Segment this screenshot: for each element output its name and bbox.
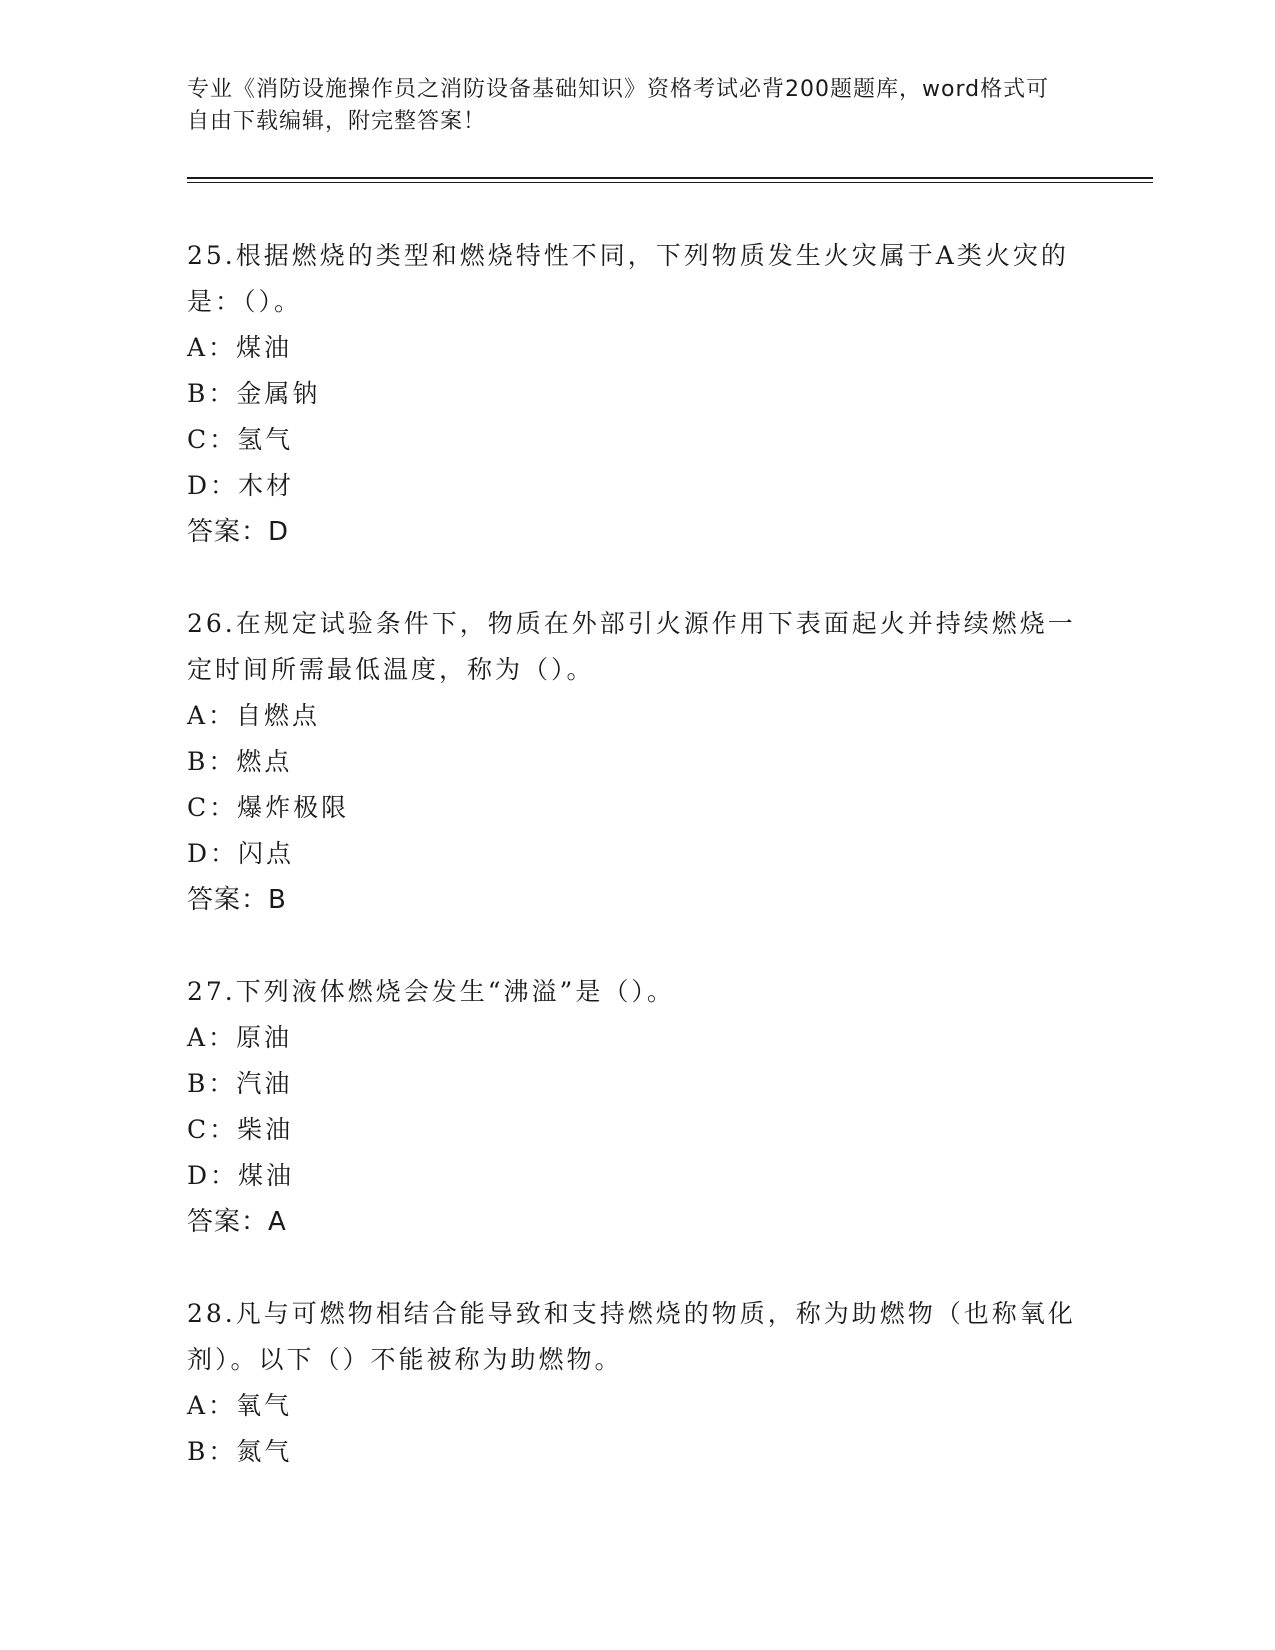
question-stem: 26.在规定试验条件下，物质在外部引火源作用下表面起火并持续燃烧一定时间所需最低温度，称为（）。 — [187, 609, 1076, 684]
question-list — [187, 233, 1087, 1521]
option-d: D：木材 — [187, 471, 295, 500]
question-25 — [187, 233, 1087, 555]
option-d: D：煤油 — [187, 1161, 295, 1190]
option-b: B：汽油 — [187, 1069, 293, 1098]
question-26 — [187, 601, 1087, 923]
option-a: A：氧气 — [187, 1391, 293, 1420]
question-28 — [187, 1291, 1087, 1475]
option-b: B：氮气 — [187, 1437, 293, 1466]
header-divider-thin — [187, 182, 1153, 183]
question-stem: 25.根据燃烧的类型和燃烧特性不同，下列物质发生火灾属于A类火灾的是：（）。 — [187, 241, 1069, 316]
option-a: A：煤油 — [187, 333, 293, 362]
option-b: B：燃点 — [187, 747, 293, 776]
option-a: A：自燃点 — [187, 701, 321, 730]
header-divider-thick — [187, 177, 1153, 179]
answer-line: 答案：A — [187, 1207, 287, 1237]
option-c: C：爆炸极限 — [187, 793, 350, 822]
option-c: C：柴油 — [187, 1115, 294, 1144]
answer-line: 答案：D — [187, 517, 290, 547]
option-c: C：氢气 — [187, 425, 294, 454]
question-27 — [187, 969, 1087, 1245]
question-stem: 27.下列液体燃烧会发生“沸溢”是（）。 — [187, 977, 675, 1006]
option-d: D：闪点 — [187, 839, 295, 868]
answer-line: 答案：B — [187, 885, 287, 915]
option-a: A：原油 — [187, 1023, 293, 1052]
document-intro: 专业《消防设施操作员之消防设备基础知识》资格考试必背200题题库，word格式可自由下载编辑，附完整答案！ — [187, 77, 1050, 134]
option-b: B：金属钠 — [187, 379, 321, 408]
question-stem: 28.凡与可燃物相结合能导致和支持燃烧的物质，称为助燃物（也称氧化剂）。以下（）不能被称为助燃物。 — [187, 1299, 1076, 1374]
